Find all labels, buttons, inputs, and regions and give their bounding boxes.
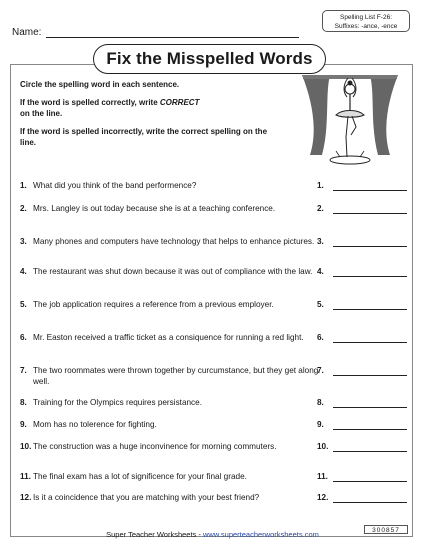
question-6: [20, 333, 320, 344]
answer-line[interactable]: [333, 429, 407, 430]
question-number: 10.: [20, 442, 32, 451]
answer-line[interactable]: [333, 502, 407, 503]
question-number: 5.: [20, 300, 27, 309]
answer-line[interactable]: [333, 481, 407, 482]
answer-number: 6.: [317, 333, 324, 342]
question-text: Is it a coincidence that you are matching with your best friend?: [33, 493, 260, 502]
answer-number: 10.: [317, 442, 329, 451]
ballerina-illustration-icon: [300, 75, 400, 170]
instruction-1: Circle the spelling word in each sentence.: [20, 80, 180, 89]
answer-line[interactable]: [333, 342, 407, 343]
answer-line[interactable]: [333, 190, 407, 191]
answer-number: 5.: [317, 300, 324, 309]
name-label: Name:: [12, 27, 42, 38]
footer-url[interactable]: www.superteacherworksheets.com: [202, 530, 319, 539]
question-number: 3.: [20, 237, 27, 246]
question-text: The two roommates were thrown together by curcumstance, but they get along well.: [33, 366, 319, 386]
question-text: Mr. Easton received a traffic ticket as a consiquence for running a red light.: [33, 333, 304, 342]
answer-line[interactable]: [333, 276, 407, 277]
question-10: [20, 442, 320, 453]
question-text: The final exam has a lot of significence for your final grade.: [33, 472, 247, 481]
question-number: 1.: [20, 181, 27, 190]
question-9: [20, 420, 320, 431]
footer: [0, 530, 425, 539]
question-5: [20, 300, 320, 311]
question-8: [20, 398, 320, 409]
name-line[interactable]: [46, 37, 299, 38]
worksheet-code: 300857: [364, 525, 408, 534]
question-text: The job application requires a reference from a previous employer.: [33, 300, 274, 309]
answer-number: 4.: [317, 267, 324, 276]
answer-number: 9.: [317, 420, 324, 429]
footer-brand: Super Teacher Worksheets -: [106, 530, 203, 539]
spelling-list-title: Spelling List F-26:: [339, 14, 393, 21]
answer-line[interactable]: [333, 451, 407, 452]
answer-number: 7.: [317, 366, 324, 375]
answer-number: 3.: [317, 237, 324, 246]
answer-number: 2.: [317, 204, 324, 213]
question-number: 2.: [20, 204, 27, 213]
question-text: The construction was a huge inconvinence for morning commuters.: [33, 442, 277, 451]
answer-number: 12.: [317, 493, 329, 502]
question-3: [20, 237, 320, 248]
question-text: Mom has no tolerence for fighting.: [33, 420, 157, 429]
question-2: [20, 204, 320, 215]
question-number: 11.: [20, 472, 31, 481]
question-4: [20, 267, 320, 278]
question-7: [20, 366, 320, 387]
question-number: 4.: [20, 267, 27, 276]
question-number: 8.: [20, 398, 27, 407]
spelling-list-box: [322, 10, 410, 32]
question-11: [20, 472, 320, 483]
question-number: 7.: [20, 366, 27, 375]
question-number: 12.: [20, 493, 32, 502]
question-number: 9.: [20, 420, 27, 429]
question-text: Training for the Olympics requires persistance.: [33, 398, 202, 407]
question-number: 6.: [20, 333, 27, 342]
answer-line[interactable]: [333, 407, 407, 408]
instruction-2: If the word is spelled correctly, write CORRECT on the line.: [20, 98, 200, 118]
worksheet-title: Fix the Misspelled Words: [93, 44, 326, 74]
question-text: Many phones and computers have technology that helps to enhance pictures.: [33, 237, 315, 246]
question-1: [20, 181, 320, 192]
question-12: [20, 493, 320, 504]
answer-line[interactable]: [333, 246, 407, 247]
answer-number: 11.: [317, 472, 328, 481]
answer-line[interactable]: [333, 309, 407, 310]
question-text: The restaurant was shut down because it was out of compliance with the law.: [33, 267, 313, 276]
answer-number: 8.: [317, 398, 324, 407]
answer-line[interactable]: [333, 213, 407, 214]
instruction-3: If the word is spelled incorrectly, write the correct spelling on the line.: [20, 127, 268, 147]
answer-line[interactable]: [333, 375, 407, 376]
question-text: What did you think of the band performence?: [33, 181, 197, 190]
spelling-list-suffixes: Suffixes: -ance, -ence: [334, 23, 398, 30]
question-text: Mrs. Langley is out today because she is at a teaching conference.: [33, 204, 276, 213]
answer-number: 1.: [317, 181, 324, 190]
